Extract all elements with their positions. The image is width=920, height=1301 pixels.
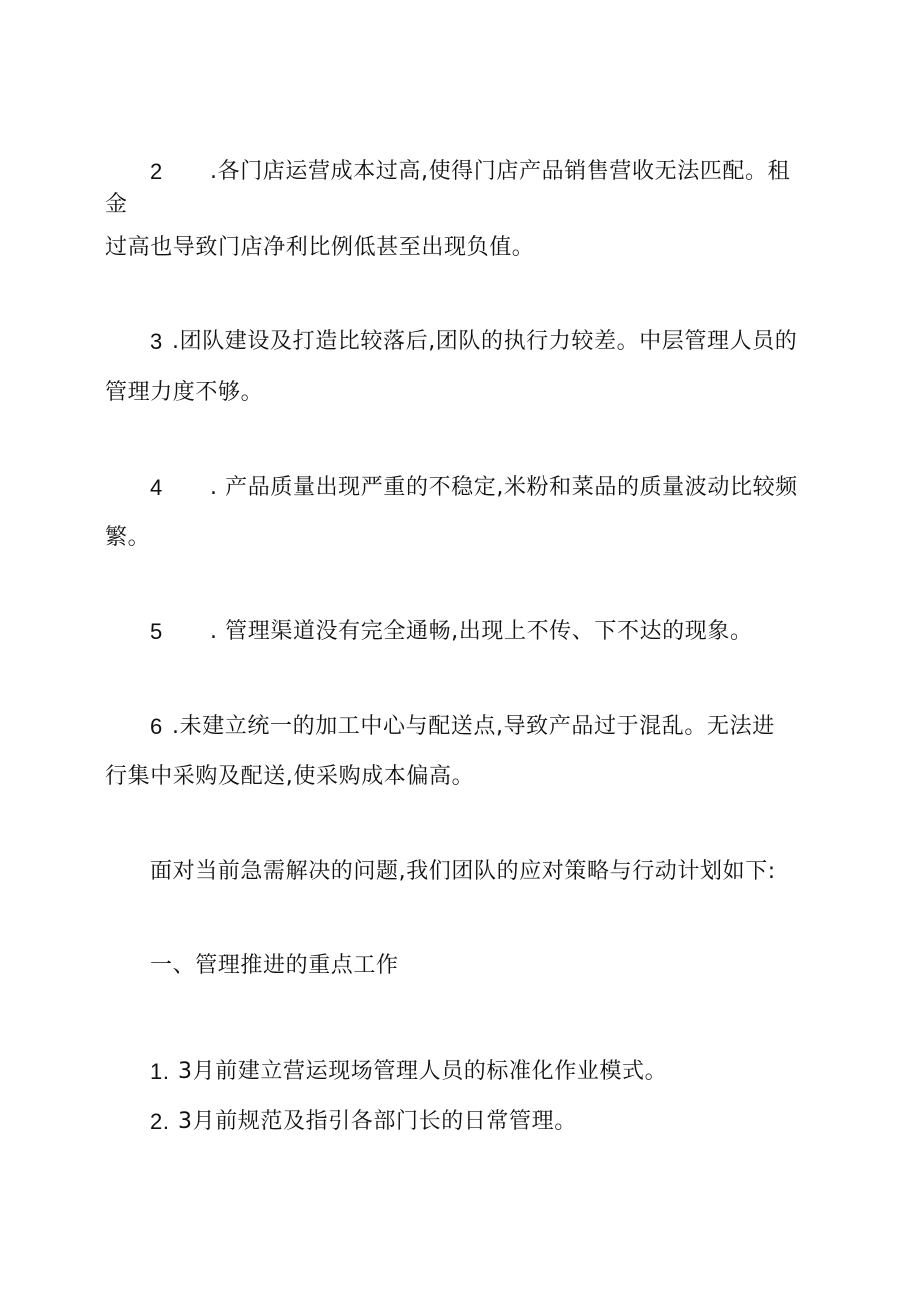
item-number: 2 [150,159,163,184]
item-text: .各门店运营成本过高,使得门店产品销售营收无法匹配。租 [210,159,791,184]
item-text: . 管理渠道没有完全通畅,出现上不传、下不达的现象。 [210,619,753,644]
item-text: 行集中采购及配送,使采购成本偏高。 [105,764,475,789]
item-text: .未建立统一的加工中心与配送点,导致产品过于混乱。无法进 [172,714,775,739]
item-number: 3 [150,329,163,354]
item-text: 管理力度不够。 [105,380,264,405]
item-number: 4 [150,475,163,500]
item-text: 繁。 [105,525,151,550]
list-number: 1. [150,1059,170,1084]
list-text: 3月前建立营运现场管理人员的标准化作业模式。 [178,1059,668,1084]
item-text: 过高也导致门店净利比例低甚至出现负值。 [105,235,535,260]
list-number: 2. [150,1109,170,1134]
item-number: 5 [150,619,163,644]
list-text: 3月前规范及指引各部门长的日常管理。 [178,1109,577,1134]
item-text: . 产品质量出现严重的不稳定,米粉和菜品的质量波动比较频 [210,475,798,500]
section-heading-text: 一、管理推进的重点工作 [150,953,399,978]
intro-text: 面对当前急需解决的问题,我们团队的应对策略与行动计划如下: [150,859,776,884]
item-text: 金 [105,192,128,217]
item-number: 6 [150,714,163,739]
item-text: .团队建设及打造比较落后,团队的执行力较差。中层管理人员的 [172,329,798,354]
